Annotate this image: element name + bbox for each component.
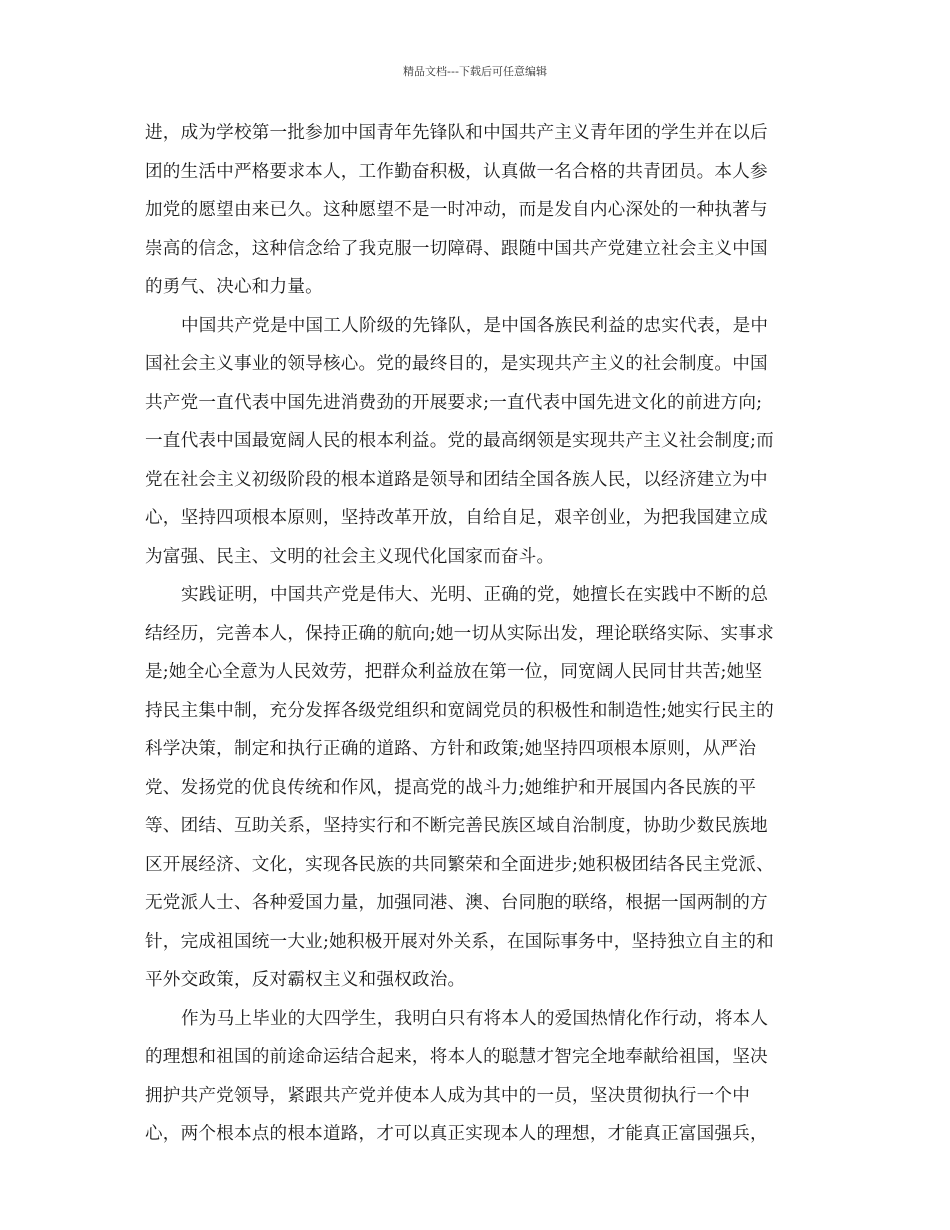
- text-line: 一直代表中国最宽阔人民的根本利益。党的最高纲领是实现共产主义社会制度;而: [145, 431, 774, 451]
- text-line: 团的生活中严格要求本人，工作勤奋积极，认真做一名合格的共青团员。本人参: [145, 161, 768, 182]
- text-line: 国社会主义事业的领导核心。党的最终目的，是实现共产主义的社会制度。中国: [145, 354, 768, 374]
- text-line: 进，成为学校第一批参加中国青年先锋队和中国共产主义青年团的学生并在以后: [145, 123, 768, 143]
- text-line: 持民主集中制，充分发挥各级党组织和宽阔党员的积极性和制造性;她实行民主的: [145, 700, 774, 721]
- text-line: 科学决策，制定和执行正确的道路、方针和政策;她坚持四项根本原则，从严治: [145, 739, 757, 759]
- paragraph-1: [145, 114, 805, 307]
- text-line: 党在社会主义初级阶段的根本道路是领导和团结全国各族人民，以经济建立为中: [145, 469, 768, 490]
- text-line: 心，两个根本点的根本道路，才可以真正实现本人的理想，才能真正富国强兵，: [145, 1124, 768, 1144]
- text-line: 为富强、民主、文明的社会主义现代化国家而奋斗。: [145, 546, 555, 567]
- text-line: 等、团结、互助关系，坚持实行和不断完善民族区域自治制度，协助少数民族地: [145, 816, 768, 836]
- paragraph-3: [145, 576, 805, 1000]
- text-line: 实践证明，中国共产党是伟大、光明、正确的党，她擅长在实践中不断的总: [181, 585, 769, 605]
- text-line: 的理想和祖国的前途命运结合起来，将本人的聪慧才智完全地奉献给祖国，坚决: [145, 1047, 768, 1067]
- text-line: 平外交政策，反对霸权主义和强权政治。: [145, 970, 466, 990]
- text-line: 针，完成祖国统一大业;她积极开展对外关系，在国际事务中，坚持独立自主的和: [145, 931, 774, 952]
- text-line: 加党的愿望由来已久。这种愿望不是一时冲动，而是发自内心深处的一种执著与: [145, 200, 768, 220]
- text-line: 区开展经济、文化，实现各民族的共同繁荣和全面进步;她积极团结各民主党派、: [145, 854, 774, 875]
- text-line: 共产党一直代表中国先进消费劲的开展要求;一直代表中国先进文化的前进方向;: [145, 392, 763, 413]
- paragraph-4: [145, 1000, 805, 1154]
- page-header: 精品文档---下载后可任意编辑: [403, 65, 547, 78]
- text-line: 作为马上毕业的大四学生，我明白只有将本人的爱国热情化作行动，将本人: [181, 1008, 769, 1029]
- text-line: 党、发扬党的优良传统和作风，提高党的战斗力;她维护和开展国内各民族的平: [145, 777, 757, 798]
- document-body: [145, 114, 805, 1154]
- text-line: 的勇气、决心和力量。: [145, 277, 323, 297]
- text-line: 拥护共产党领导，紧跟共产党并使本人成为其中的一员，坚决贯彻执行一个中: [145, 1085, 750, 1106]
- text-line: 结经历，完善本人，保持正确的航向;她一切从实际出发，理论联络实际、实事求: [145, 623, 774, 644]
- paragraph-2: [145, 307, 805, 577]
- text-line: 中国共产党是中国工人阶级的先锋队，是中国各族民利益的忠实代表，是中: [181, 315, 769, 336]
- text-line: 心，坚持四项根本原则，坚持改革开放，自给自足，艰辛创业，为把我国建立成: [145, 508, 768, 528]
- text-line: 无党派人士、各种爱国力量，加强同港、澳、台同胞的联络，根据一国两制的方: [145, 893, 768, 913]
- text-line: 是;她全心全意为人民效劳，把群众利益放在第一位，同宽阔人民同甘共苦;她坚: [145, 662, 763, 682]
- text-line: 崇高的信念，这种信念给了我克服一切障碍、跟随中国共产党建立社会主义中国: [145, 238, 768, 259]
